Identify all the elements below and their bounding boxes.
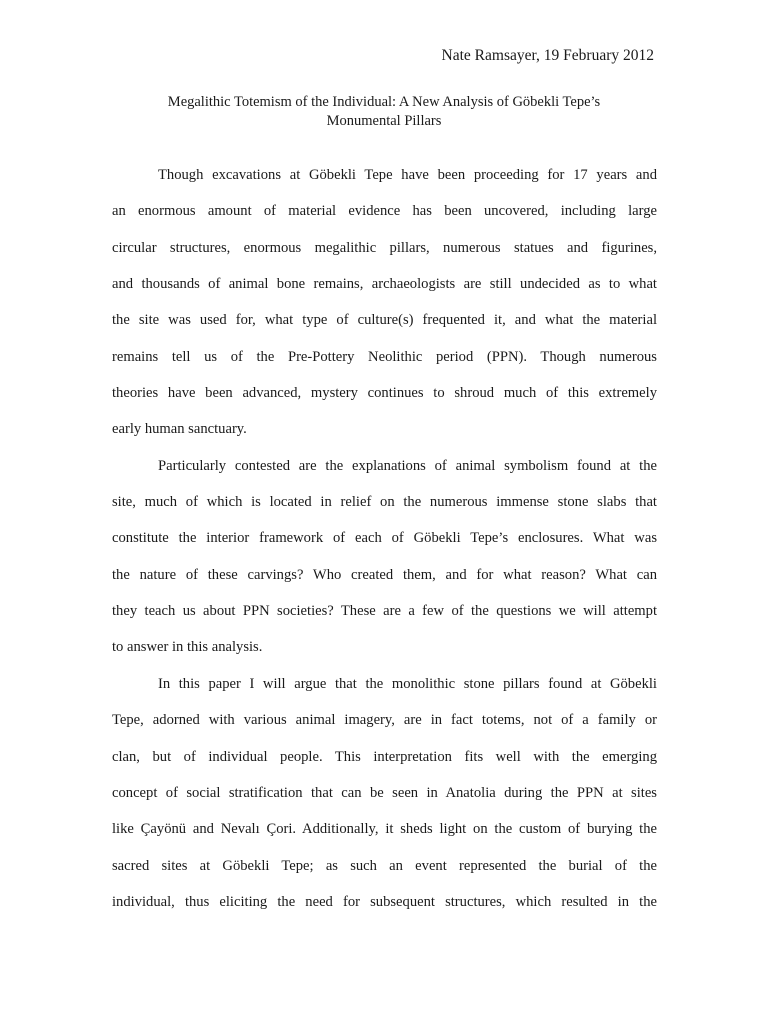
body-line: the nature of these carvings? Who created them, and for what reason? What can [112, 566, 657, 583]
body-line: constitute the interior framework of each of Göbekli Tepe’s enclosures. What was [112, 530, 657, 547]
paper-title [112, 93, 656, 131]
body-line: to answer in this analysis. [112, 639, 263, 656]
body-line: and thousands of animal bone remains, archaeologists are still undecided as to what [112, 276, 657, 293]
body-line: an enormous amount of material evidence has been uncovered, including large [112, 203, 657, 220]
body-line: In this paper I will argue that the monolithic stone pillars found at Göbekli [158, 675, 657, 692]
body-line: circular structures, enormous megalithic pillars, numerous statues and figurines, [112, 239, 657, 256]
body-line: theories have been advanced, mystery continues to shroud much of this extremely [112, 385, 657, 402]
body-line: sacred sites at Göbekli Tepe; as such an event represented the burial of the [112, 857, 657, 874]
body-line: Particularly contested are the explanations of animal symbolism found at the [158, 457, 657, 474]
body-line: concept of social stratification that can be seen in Anatolia during the PPN at sites [112, 784, 657, 801]
body-line: like Çayönü and Nevalı Çori. Additionally, it sheds light on the custom of burying the [112, 821, 657, 838]
body-line: they teach us about PPN societies? These are a few of the questions we will attempt [112, 603, 657, 620]
body-line: the site was used for, what type of culture(s) frequented it, and what the material [112, 312, 657, 329]
title-line-1: Megalithic Totemism of the Individual: A New Analysis of Göbekli Tepe’s [167, 94, 601, 110]
body-line: remains tell us of the Pre-Pottery Neolithic period (PPN). Though numerous [112, 348, 657, 365]
body-line: site, much of which is located in relief on the numerous immense stone slabs that [112, 494, 657, 511]
body-text [112, 163, 657, 926]
body-line: early human sanctuary. [112, 421, 247, 438]
title-line-2: Monumental Pillars [326, 113, 442, 129]
author-date-line: Nate Ramsayer, 19 February 2012 [441, 47, 654, 64]
body-line: Though excavations at Göbekli Tepe have been proceeding for 17 years and [158, 167, 657, 183]
body-line: individual, thus eliciting the need for subsequent structures, which resulted in the [112, 893, 657, 910]
body-line: Tepe, adorned with various animal imagery, are in fact totems, not of a family or [112, 712, 657, 729]
body-line: clan, but of individual people. This interpretation fits well with the emerging [112, 748, 657, 765]
